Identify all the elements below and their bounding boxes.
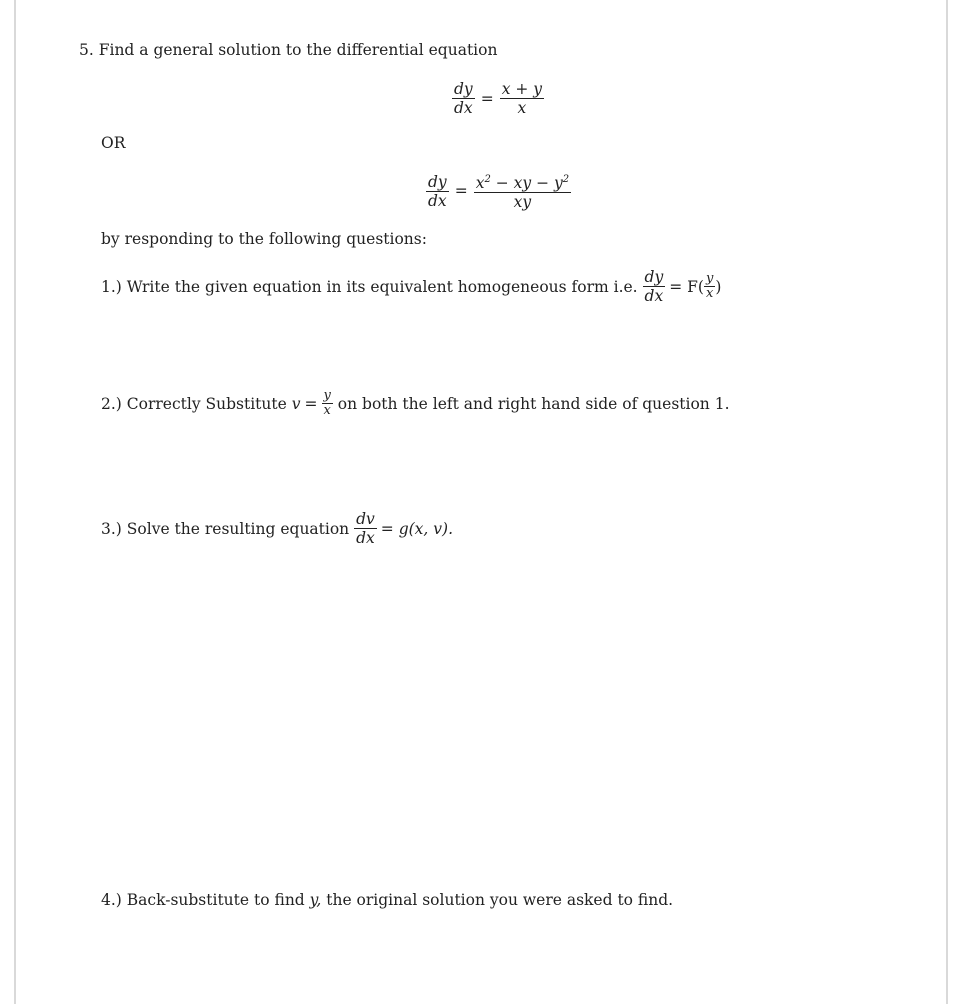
q1-text: Write the given equation in its equivalent homogeneous form i.e. bbox=[126, 277, 638, 296]
q2-label: 2.) bbox=[101, 394, 122, 413]
q3-rhs: = g(x, v). bbox=[380, 519, 454, 538]
problem-header bbox=[79, 40, 497, 60]
q2-var: v bbox=[291, 394, 301, 413]
respond-text: by responding to the following questions: bbox=[101, 230, 427, 248]
eq1-rhs-fraction bbox=[500, 80, 544, 117]
q4-text-after: the original solution you were asked to find. bbox=[326, 891, 674, 909]
q1-rhs-prefix: = F( bbox=[669, 277, 704, 296]
q1-rhs-suffix: ) bbox=[715, 277, 722, 296]
eq2-lhs-num: dy bbox=[428, 172, 447, 191]
problem-number: 5. bbox=[79, 41, 94, 59]
eq2-rhs-den: xy bbox=[513, 193, 532, 212]
q2-y-over-x-fraction: $\frac{y}{x}$ bbox=[323, 388, 331, 418]
eq1-rhs-num: x + y bbox=[501, 80, 543, 98]
equation-1 bbox=[452, 80, 544, 117]
question-4 bbox=[101, 890, 673, 910]
equation-2 bbox=[426, 171, 571, 211]
question-3 bbox=[101, 510, 453, 547]
eq2-lhs-den: dx bbox=[428, 191, 447, 210]
eq2-lhs-fraction bbox=[426, 173, 449, 210]
q1-label: 1.) bbox=[101, 277, 122, 296]
q1-y-over-x-fraction: $\frac{y}{x}$ bbox=[705, 271, 714, 301]
q1-dy-dx-fraction: $\frac{dy}{dx}$ bbox=[644, 268, 664, 305]
q2-equals: = bbox=[304, 394, 318, 413]
q4-label: 4.) bbox=[101, 891, 122, 909]
q3-label: 3.) bbox=[101, 519, 122, 538]
eq2-equals: = bbox=[454, 182, 468, 201]
eq1-lhs-num: dy bbox=[454, 80, 473, 98]
q3-dv-dx-fraction: $\frac{dv}{dx}$ bbox=[356, 510, 375, 547]
eq2-rhs-num: $x^2$ − xy − $y^2$ bbox=[474, 171, 571, 193]
q2-text-after: on both the left and right hand side of question 1. bbox=[337, 394, 730, 413]
q3-text: Solve the resulting equation bbox=[126, 519, 350, 538]
eq1-rhs-den: x bbox=[517, 99, 527, 117]
q4-var: y, bbox=[309, 891, 322, 909]
problem-intro: Find a general solution to the differential equation bbox=[98, 41, 498, 59]
eq1-lhs-fraction bbox=[452, 80, 475, 117]
page-frame bbox=[14, 0, 948, 1004]
q2-text-before: Correctly Substitute bbox=[126, 394, 287, 413]
question-2 bbox=[101, 389, 730, 418]
question-1 bbox=[101, 268, 721, 305]
q4-text-before: Back-substitute to find bbox=[126, 891, 305, 909]
eq2-rhs-fraction bbox=[474, 171, 571, 211]
or-label: OR bbox=[101, 134, 126, 152]
eq1-lhs-den: dx bbox=[454, 99, 473, 117]
eq1-equals: = bbox=[480, 89, 494, 108]
